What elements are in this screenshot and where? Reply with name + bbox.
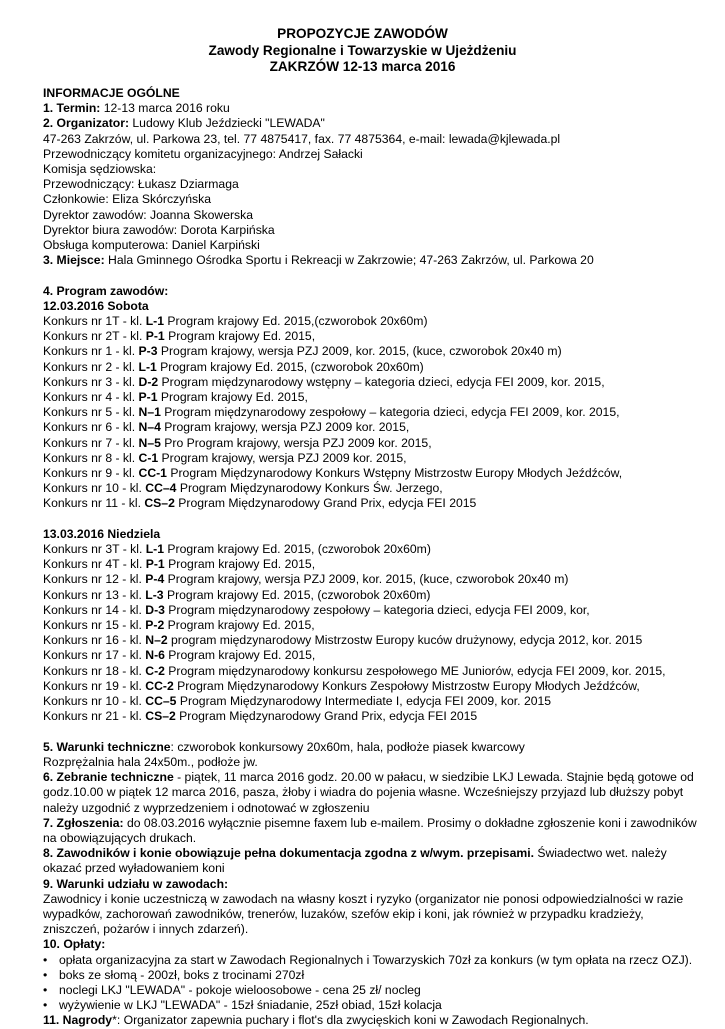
day2-competition-list xyxy=(43,542,703,724)
competition-number: Konkurs nr 14 - kl. xyxy=(43,602,146,617)
spacer xyxy=(43,512,703,527)
competition-class-code: D-2 xyxy=(138,374,159,389)
competition-number: Konkurs nr 2 - kl. xyxy=(43,359,139,374)
organizer-label: 2. Organizator: xyxy=(43,116,130,131)
term-label: 1. Termin: xyxy=(43,101,101,116)
organizer-line xyxy=(43,116,703,131)
competition-class-code: P-1 xyxy=(138,390,158,405)
competition-director: Dyrektor zawodów: Joanna Skowerska xyxy=(43,207,253,222)
competition-item xyxy=(43,436,703,451)
competition-number: Konkurs nr 1 - kl. xyxy=(43,344,139,359)
organizer-value: Ludowy Klub Jeździecki "LEWADA" xyxy=(129,116,325,131)
prizes-line xyxy=(43,1013,703,1028)
fee-item xyxy=(43,998,703,1013)
day1-heading: 12.03.2016 Sobota xyxy=(43,298,149,313)
competition-item xyxy=(43,633,703,648)
competition-description: Program Międzynarodowy Konkurs Św. Jerzego, xyxy=(176,481,443,496)
competition-item xyxy=(43,496,703,511)
competition-item xyxy=(43,314,703,329)
fee-text: wyżywienie w LKJ "LEWADA" - 15zł śniadanie, 25zł obiad, 15zł kolacja xyxy=(59,998,442,1013)
competition-class-code: CC-2 xyxy=(145,678,174,693)
documentation xyxy=(43,846,703,876)
competition-item xyxy=(43,648,703,663)
competition-class-code: D-3 xyxy=(145,602,165,617)
competition-item xyxy=(43,542,703,557)
competition-description: Program krajowy, wersja PZJ 2009 kor. 2015, xyxy=(158,450,407,465)
place-line xyxy=(43,253,703,268)
competition-number: Konkurs nr 8 - kl. xyxy=(43,450,139,465)
competition-class-code: N–5 xyxy=(138,435,161,450)
competition-description: Program krajowy Ed. 2015, (czworobok 20x60m) xyxy=(156,359,424,374)
competition-description: Program Międzynarodowy Konkurs Zespołowy Mistrzostw Europy Młodych Jeźdźców, xyxy=(173,678,640,693)
competition-number: Konkurs nr 10 - kl. xyxy=(43,481,146,496)
competition-item xyxy=(43,664,703,679)
competition-number: Konkurs nr 7 - kl. xyxy=(43,435,139,450)
competition-description: Program krajowy Ed. 2015,(czworobok 20x60m) xyxy=(164,314,428,329)
competition-item xyxy=(43,420,703,435)
program-heading: 4. Program zawodów: xyxy=(43,283,169,298)
competition-class-code: N–2 xyxy=(145,633,168,648)
term-line xyxy=(43,101,703,116)
participation-label: 9. Warunki udziału w zawodach: xyxy=(43,876,229,891)
competition-number: Konkurs nr 1T - kl. xyxy=(43,314,146,329)
competition-class-code: CC–4 xyxy=(145,481,177,496)
competition-description: Program krajowy, wersja PZJ 2009, kor. 2015, (kuce, czworobok 20x40 m) xyxy=(157,344,562,359)
competition-class-code: N–4 xyxy=(138,420,161,435)
competition-description: Program krajowy Ed. 2015, xyxy=(164,618,315,633)
competition-item xyxy=(43,451,703,466)
competition-description: Program Międzynarodowy Grand Prix, edycja FEI 2015 xyxy=(174,496,477,511)
fees-list xyxy=(43,953,703,1014)
fee-text: noclegi LKJ "LEWADA" - pokoje wieloosobowe - cena 25 zł/ nocleg xyxy=(59,982,421,997)
term-value: 12-13 marca 2016 roku xyxy=(100,101,230,116)
competition-item xyxy=(43,603,703,618)
competition-description: Program krajowy Ed. 2015, xyxy=(164,557,316,572)
competition-number: Konkurs nr 16 - kl. xyxy=(43,633,146,648)
competition-number: Konkurs nr 3 - kl. xyxy=(43,374,139,389)
competition-item xyxy=(43,679,703,694)
spacer xyxy=(43,725,703,740)
fee-text: boks ze słomą - 200zł, boks z trocinami 270zł xyxy=(59,967,305,982)
competition-description: Program krajowy Ed. 2015, xyxy=(164,329,316,344)
competition-item xyxy=(43,375,703,390)
competition-description: Program Międzynarodowy Intermediate I, edycja FEI 2009, kor. 2015 xyxy=(176,694,552,709)
competition-class-code: C-2 xyxy=(145,663,165,678)
place-label: 3. Miejsce: xyxy=(43,253,105,268)
competition-class-code: P-3 xyxy=(138,344,158,359)
competition-item xyxy=(43,466,703,481)
competition-item xyxy=(43,390,703,405)
competition-item xyxy=(43,481,703,496)
bullet-icon: • xyxy=(43,998,48,1013)
office-director: Dyrektor biura zawodów: Dorota Karpińska xyxy=(43,222,275,237)
competition-class-code: N-6 xyxy=(145,648,165,663)
fee-text: opłata organizacyjna za start w Zawodach Regionalnych i Towarzyskich 70zł za konkurs (w tym opłata na rzecz OZJ). xyxy=(59,952,693,967)
warmup-arena: Rozprężalnia hala 24x50m., podłoże jw. xyxy=(43,754,258,769)
competition-class-code: L-1 xyxy=(145,314,165,329)
competition-number: Konkurs nr 2T - kl. xyxy=(43,329,146,344)
document-date-place: ZAKRZÓW 12-13 marca 2016 xyxy=(269,59,456,75)
competition-number: Konkurs nr 17 - kl. xyxy=(43,648,146,663)
documentation-value: Świadectwo wet. należy okazać przed wyładowaniem koni xyxy=(43,846,667,876)
competition-item xyxy=(43,405,703,420)
entries-value: do 08.03.2016 wyłącznie pisemne faxem lub e-mailem. Prosimy o dokładne zgłoszenie koni i zawodników na obowiązujących drukach. xyxy=(43,815,697,845)
competition-class-code: CS–2 xyxy=(144,496,175,511)
competition-item xyxy=(43,344,703,359)
competition-item xyxy=(43,360,703,375)
competition-item xyxy=(43,588,703,603)
bullet-icon: • xyxy=(43,982,48,997)
fee-item xyxy=(43,968,703,983)
competition-number: Konkurs nr 10 - kl. xyxy=(43,694,146,709)
competition-description: Program międzynarodowy wstępny – kategoria dzieci, edycja FEI 2009, kor. 2015, xyxy=(158,374,605,389)
competition-item xyxy=(43,694,703,709)
bullet-icon: • xyxy=(43,967,48,982)
prizes-value: *: Organizator zapewnia puchary i flot's dla zwycięskich koni w Zawodach Regionalnych. xyxy=(112,1013,589,1028)
competition-description: Program krajowy, wersja PZJ 2009 kor. 2015, xyxy=(160,420,410,435)
fee-item xyxy=(43,953,703,968)
technical-conditions-value: : czworobok konkursowy 20x60m, hala, podłoże piasek kwarcowy xyxy=(170,739,525,754)
participation-text: Zawodnicy i konie uczestniczą w zawodach na własny koszt i ryzyko (organizator nie ponosi odpowiedzialności w razie wypadków, zachorowań zawodników, trenerów, luzaków, szefów ekip i koni, jak również w przypadku kradzieży, zniszczeń, pożarów i innych zdarzeń). xyxy=(43,891,684,937)
competition-class-code: L-1 xyxy=(138,359,157,374)
computer-service: Obsługa komputerowa: Daniel Karpiński xyxy=(43,238,260,253)
fees-label: 10. Opłaty: xyxy=(43,937,106,952)
day2-heading: 13.03.2016 Niedziela xyxy=(43,526,161,541)
competition-item xyxy=(43,329,703,344)
place-value: Hala Gminnego Ośrodka Sportu i Rekreacji w Zakrzowie; 47-263 Zakrzów, ul. Parkowa 20 xyxy=(104,253,594,268)
competition-class-code: L-1 xyxy=(145,542,165,557)
technical-meeting xyxy=(43,770,703,816)
technical-meeting-value: - piątek, 11 marca 2016 godz. 20.00 w pałacu, w siedzibie LKJ Lewada. Stajnie będą gotowe od godz.10.00 w piątek 12 marca 2016, pasza, żłoby i wiadra do pojenia własne. Wcześniejszy przyjazd lub dłuższy pobyt należy uzgodnić z wyprzedzeniem i odnotować w zgłoszeniu xyxy=(43,770,694,815)
general-info-heading: INFORMACJE OGÓLNE xyxy=(43,86,180,100)
entries-label: 7. Zgłoszenia: xyxy=(43,815,124,830)
competition-number: Konkurs nr 3T - kl. xyxy=(43,542,146,557)
document-header xyxy=(0,26,725,76)
spacer xyxy=(43,268,703,283)
competition-number: Konkurs nr 6 - kl. xyxy=(43,420,139,435)
competition-class-code: CS–2 xyxy=(145,709,176,724)
entries xyxy=(43,816,703,846)
competition-description: program międzynarodowy Mistrzostw Europy kuców drużynowy, edycja 2012, kor. 2015 xyxy=(167,633,643,648)
competition-description: Program krajowy Ed. 2015, (czworobok 20x60m) xyxy=(164,542,431,557)
day1-competition-list xyxy=(43,314,703,512)
competition-description: Program krajowy, wersja PZJ 2009, kor. 2015, (kuce, czworobok 20x40 m) xyxy=(164,572,569,587)
competition-number: Konkurs nr 4T - kl. xyxy=(43,557,146,572)
competition-description: Program międzynarodowy zespołowy – kategoria dzieci, edycja FEI 2009, kor, xyxy=(164,602,590,617)
competition-description: Program międzynarodowy zespołowy – kategoria dzieci, edycja FEI 2009, kor. 2015, xyxy=(160,405,620,420)
competition-class-code: P-1 xyxy=(145,329,165,344)
competition-number: Konkurs nr 18 - kl. xyxy=(43,663,146,678)
jury-chair: Przewodniczący: Łukasz Dziarmaga xyxy=(43,177,239,192)
competition-number: Konkurs nr 9 - kl. xyxy=(43,466,139,481)
competition-description: Program krajowy Ed. 2015, (czworobok 20x60m) xyxy=(163,587,431,602)
documentation-label: 8. Zawodników i konie obowiązuje pełna dokumentacja zgodna z w/wym. przepisami. xyxy=(43,846,534,861)
competition-number: Konkurs nr 12 - kl. xyxy=(43,572,146,587)
technical-conditions-line xyxy=(43,740,703,755)
competition-item xyxy=(43,709,703,724)
prizes-label: 11. Nagrody xyxy=(43,1013,113,1028)
competition-number: Konkurs nr 13 - kl. xyxy=(43,587,146,602)
organizer-address: 47-263 Zakrzów, ul. Parkowa 23, tel. 77 4875417, fax. 77 4875364, e-mail: lewada@kjlewada.pl xyxy=(43,131,561,146)
competition-class-code: L-3 xyxy=(145,587,164,602)
document-subtitle: Zawody Regionalne i Towarzyskie w Ujeżdżeniu xyxy=(208,42,517,58)
competition-class-code: CC–5 xyxy=(145,694,177,709)
jury-members: Członkowie: Eliza Skórczyńska xyxy=(43,192,211,207)
technical-meeting-label: 6. Zebranie techniczne xyxy=(43,770,174,785)
competition-class-code: N–1 xyxy=(138,405,161,420)
competition-number: Konkurs nr 5 - kl. xyxy=(43,405,139,420)
competition-class-code: P-1 xyxy=(145,557,165,572)
document-title: PROPOZYCJE ZAWODÓW xyxy=(277,26,448,41)
competition-description: Program międzynarodowy konkursu zespołowego ME Juniorów, edycja FEI 2009, kor. 2015, xyxy=(164,663,666,678)
competition-description: Program krajowy Ed. 2015, xyxy=(164,648,316,663)
competition-item xyxy=(43,572,703,587)
competition-number: Konkurs nr 15 - kl. xyxy=(43,618,146,633)
competition-description: Program krajowy Ed. 2015, xyxy=(157,390,308,405)
competition-number: Konkurs nr 11 - kl. xyxy=(43,496,145,511)
competition-class-code: C-1 xyxy=(138,450,159,465)
committee-chair: Przewodniczący komitetu organizacyjnego: Andrzej Sałacki xyxy=(43,146,363,161)
competition-class-code: P-2 xyxy=(145,618,165,633)
competition-number: Konkurs nr 21 - kl. xyxy=(43,709,146,724)
competition-item xyxy=(43,618,703,633)
competition-description: Program Międzynarodowy Grand Prix, edycja FEI 2015 xyxy=(175,709,478,724)
competition-class-code: CC-1 xyxy=(138,466,167,481)
competition-description: Program Międzynarodowy Konkurs Wstępny Mistrzostw Europy Młodych Jeźdźców, xyxy=(166,466,623,481)
competition-item xyxy=(43,557,703,572)
competition-class-code: P-4 xyxy=(145,572,165,587)
jury-heading: Komisja sędziowska: xyxy=(43,162,157,177)
competition-number: Konkurs nr 4 - kl. xyxy=(43,390,139,405)
competition-number: Konkurs nr 19 - kl. xyxy=(43,678,146,693)
fee-item xyxy=(43,983,703,998)
bullet-icon: • xyxy=(43,952,48,967)
technical-conditions-label: 5. Warunki techniczne xyxy=(43,739,171,754)
document-body xyxy=(43,86,703,1029)
competition-description: Pro Program krajowy, wersja PZJ 2009 kor. 2015, xyxy=(160,435,432,450)
